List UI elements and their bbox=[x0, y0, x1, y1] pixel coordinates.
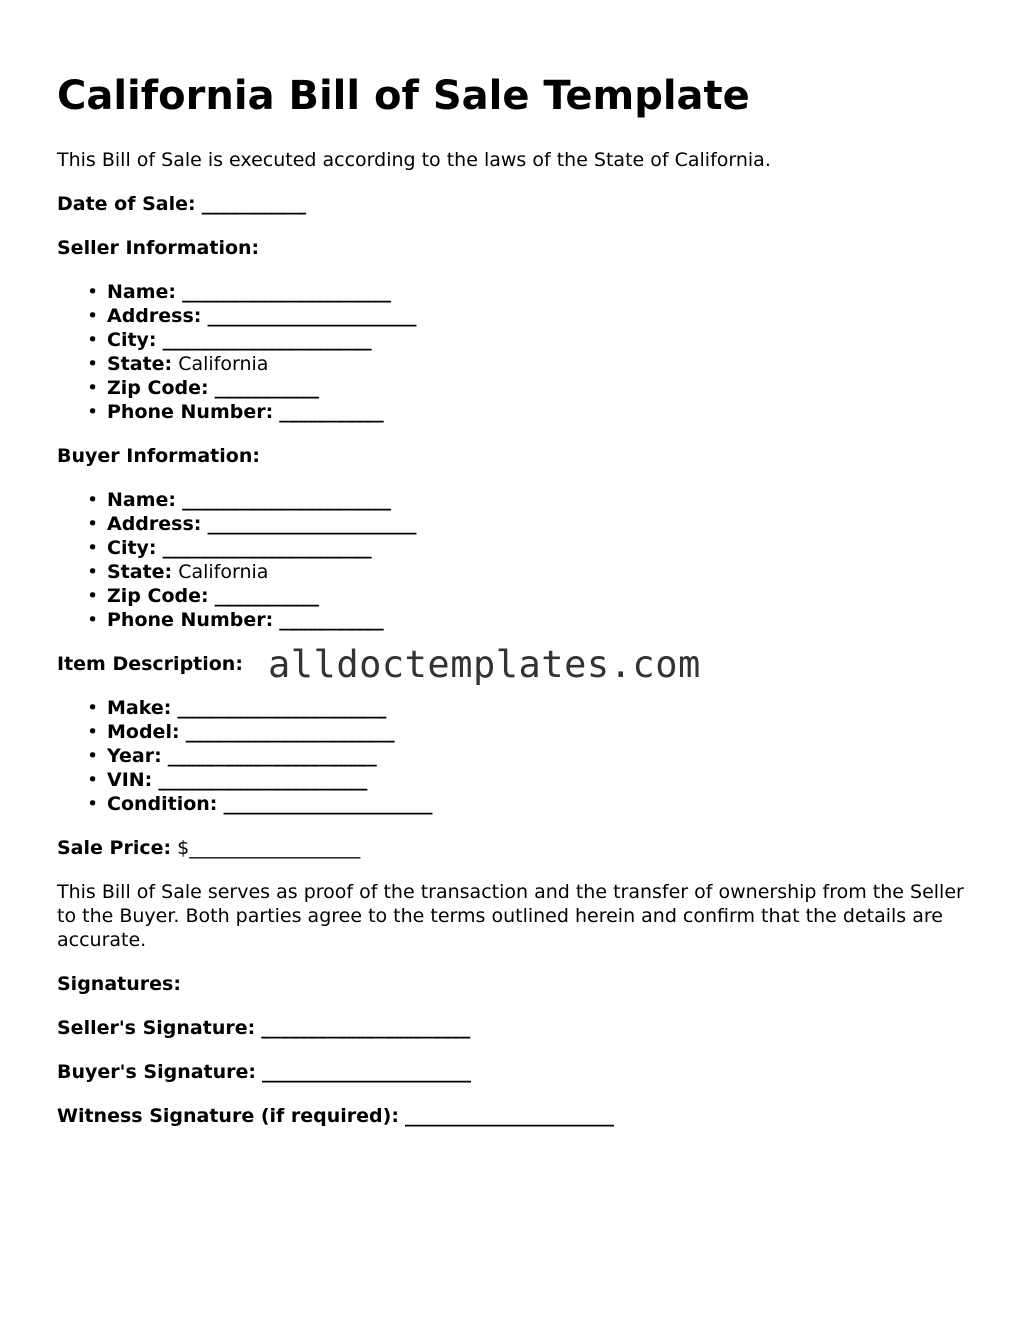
field-label: Model: bbox=[107, 721, 180, 743]
list-item bbox=[107, 352, 967, 376]
list-item bbox=[107, 768, 967, 792]
field-label: Name: bbox=[107, 489, 177, 511]
field-blank: ______________________ bbox=[223, 793, 433, 815]
field-value: California bbox=[178, 353, 269, 375]
list-item bbox=[107, 608, 967, 632]
date-of-sale-label: Date of Sale: bbox=[57, 193, 196, 215]
field-label: Name: bbox=[107, 281, 177, 303]
statement-paragraph: This Bill of Sale serves as proof of the transaction and the transfer of ownership from the Seller to the Buyer. Both parties agree to the terms outlined herein and confirm that the details are accurate. bbox=[57, 881, 964, 951]
signatures-heading: Signatures: bbox=[57, 973, 181, 995]
field-blank: ___________ bbox=[214, 585, 320, 607]
field-blank: ______________________ bbox=[162, 329, 372, 351]
field-label: State: bbox=[107, 353, 173, 375]
seller-signature-blank: ______________________ bbox=[261, 1017, 471, 1039]
document-title: California Bill of Sale Template bbox=[57, 73, 750, 119]
field-label: Make: bbox=[107, 697, 172, 719]
date-of-sale-blank: ___________ bbox=[201, 193, 307, 215]
field-blank: ___________ bbox=[214, 377, 320, 399]
field-label: Zip Code: bbox=[107, 377, 209, 399]
list-item bbox=[107, 304, 967, 328]
field-label: Year: bbox=[107, 745, 162, 767]
list-item bbox=[107, 280, 967, 304]
field-blank: ______________________ bbox=[158, 769, 368, 791]
field-label: Condition: bbox=[107, 793, 218, 815]
seller-fields-list bbox=[57, 280, 967, 424]
field-blank: ______________________ bbox=[162, 537, 372, 559]
buyer-fields-list bbox=[57, 488, 967, 632]
field-blank: ______________________ bbox=[207, 305, 417, 327]
field-blank: ___________ bbox=[279, 609, 384, 631]
list-item bbox=[107, 696, 967, 720]
seller-heading: Seller Information: bbox=[57, 237, 260, 259]
field-label: City: bbox=[107, 329, 157, 351]
buyer-signature-label: Buyer's Signature: bbox=[57, 1061, 256, 1083]
witness-signature-label: Witness Signature (if required): bbox=[57, 1105, 399, 1127]
sale-price-line bbox=[57, 836, 967, 860]
witness-signature-blank: ______________________ bbox=[404, 1105, 614, 1127]
field-label: City: bbox=[107, 537, 157, 559]
field-blank: ___________ bbox=[279, 401, 384, 423]
intro-text: This Bill of Sale is executed according to the laws of the State of California. bbox=[57, 149, 771, 171]
list-item bbox=[107, 376, 967, 400]
buyer-signature-line bbox=[57, 1060, 967, 1084]
field-blank: ______________________ bbox=[182, 281, 392, 303]
list-item bbox=[107, 744, 967, 768]
field-label: Address: bbox=[107, 305, 202, 327]
buyer-heading: Buyer Information: bbox=[57, 445, 260, 467]
seller-signature-line bbox=[57, 1016, 967, 1040]
list-item bbox=[107, 792, 967, 816]
list-item bbox=[107, 720, 967, 744]
list-item bbox=[107, 560, 967, 584]
field-value: California bbox=[178, 561, 269, 583]
field-blank: ______________________ bbox=[182, 489, 392, 511]
sale-price-label: Sale Price: bbox=[57, 837, 172, 859]
sale-price-blank: $__________________ bbox=[177, 837, 361, 859]
field-label: Phone Number: bbox=[107, 609, 274, 631]
field-blank: ______________________ bbox=[207, 513, 417, 535]
item-fields-list bbox=[57, 696, 967, 816]
field-blank: ______________________ bbox=[177, 697, 387, 719]
seller-signature-label: Seller's Signature: bbox=[57, 1017, 256, 1039]
list-item bbox=[107, 512, 967, 536]
buyer-signature-blank: ______________________ bbox=[262, 1061, 472, 1083]
field-label: State: bbox=[107, 561, 173, 583]
list-item bbox=[107, 488, 967, 512]
list-item bbox=[107, 328, 967, 352]
document-body bbox=[57, 70, 967, 1128]
field-label: Phone Number: bbox=[107, 401, 274, 423]
field-blank: ______________________ bbox=[167, 745, 377, 767]
watermark: alldoctemplates.com bbox=[268, 643, 701, 686]
date-of-sale-line bbox=[57, 192, 967, 216]
list-item bbox=[107, 400, 967, 424]
list-item bbox=[107, 536, 967, 560]
list-item bbox=[107, 584, 967, 608]
field-blank: ______________________ bbox=[185, 721, 395, 743]
field-label: Zip Code: bbox=[107, 585, 209, 607]
witness-signature-line bbox=[57, 1104, 967, 1128]
field-label: VIN: bbox=[107, 769, 153, 791]
item-heading: Item Description: bbox=[57, 653, 243, 675]
field-label: Address: bbox=[107, 513, 202, 535]
